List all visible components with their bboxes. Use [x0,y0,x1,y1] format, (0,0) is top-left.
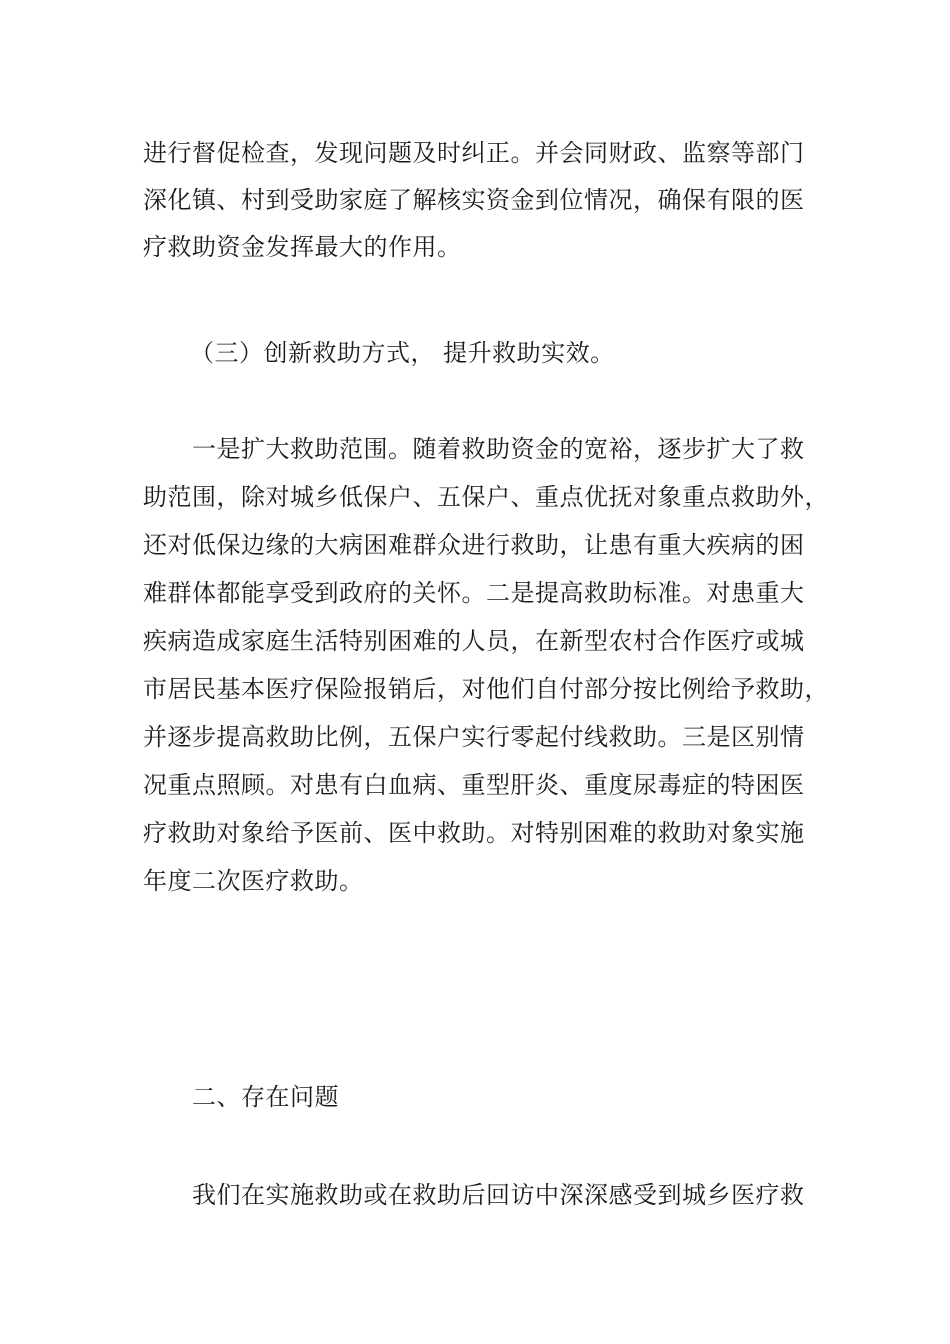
text-line: 助范围，除对城乡低保户、五保户、重点优抚对象重点救助外， [143,483,829,511]
text-line: 疾病造成家庭生活特别困难的人员，在新型农村合作医疗或城 [143,627,805,655]
text-line: 疗救助资金发挥最大的作用。 [143,233,462,261]
text-line: 市居民基本医疗保险报销后，对他们自付部分按比例给予救助， [143,675,829,703]
text-line: 年度二次医疗救助。 [143,867,364,895]
text-line: 进行督促检查，发现问题及时纠正。并会同财政、监察等部门 [143,139,805,167]
text-line: 况重点照顾。对患有白血病、重型肝炎、重度尿毒症的特困医 [143,771,805,799]
text-line: 疗救助对象给予医前、医中救助。对特别困难的救助对象实施 [143,819,805,847]
text-line: 我们在实施救助或在救助后回访中深深感受到城乡医疗救 [192,1181,805,1209]
text-line: 一是扩大救助范围。随着救助资金的宽裕，逐步扩大了救 [192,435,805,463]
text-line: 还对低保边缘的大病困难群众进行救助，让患有重大疾病的困 [143,531,805,559]
section-heading: （三）创新救助方式， 提升救助实效。 [190,339,615,367]
text-line: 深化镇、村到受助家庭了解核实资金到位情况，确保有限的医 [143,186,805,214]
section-title: 二、存在问题 [192,1083,339,1111]
text-line: 难群体都能享受到政府的关怀。二是提高救助标准。对患重大 [143,579,805,607]
text-line: 并逐步提高救助比例，五保户实行零起付线救助。三是区别情 [143,723,805,751]
